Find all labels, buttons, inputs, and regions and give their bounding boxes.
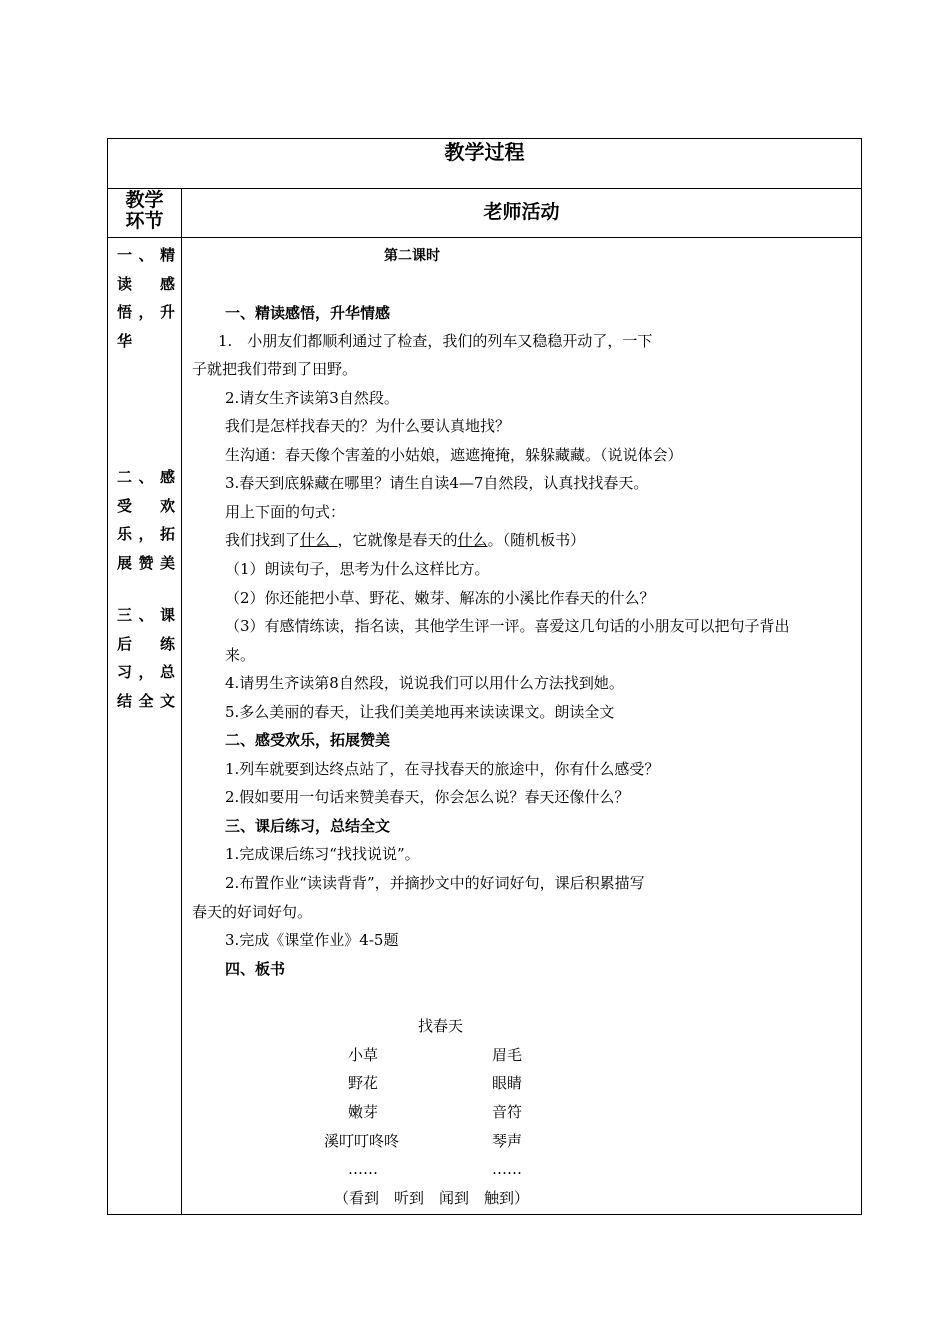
s1-sub3-line1: （3）有感情练读，指名读，其他学生评一评。喜爱这几句话的小朋友可以把句子背出 — [225, 617, 790, 635]
s1-sub3-line2: 来。 — [225, 646, 256, 664]
s3-item2-line2: 春天的好词好句。 — [192, 903, 313, 921]
section-1-heading: 一、精读感悟，升华情感 — [225, 304, 391, 322]
board-senses: （看到 听到 闻到 触到） — [334, 1189, 530, 1207]
s1-item3: 3.春天到底躲藏在哪里？请生自读4—7自然段，认真找找春天。 — [225, 474, 649, 492]
board-right-item: 琴声 — [492, 1132, 523, 1150]
stage-2-line: 受 欢 — [117, 496, 175, 515]
s1-sub2: （2）你还能把小草、野花、嫩芽、解冻的小溪比作春天的什么？ — [225, 589, 655, 607]
pattern-text: 。（随机板书） — [487, 531, 586, 549]
pattern-text: 我们找到了 — [225, 531, 301, 549]
s2-item1: 1.列车就要到达终点站了，在寻找春天的旅途中，你有什么感受？ — [225, 760, 660, 778]
board-right-item: 眉毛 — [492, 1046, 523, 1064]
lesson-title: 第二课时 — [384, 248, 440, 264]
stage-3-line: 后 练 — [117, 634, 175, 653]
s1-sub1: （1）朗读句子，思考为什么这样比方。 — [225, 560, 490, 578]
s3-item3: 3.完成《课堂作业》4-5题 — [225, 931, 399, 949]
row-divider — [108, 237, 861, 238]
stage-2-line: 展赞美 — [117, 553, 175, 572]
column-header-stage-line1: 教学 — [125, 189, 164, 211]
s1-sentence-pattern — [225, 530, 585, 550]
stage-1-line: 悟，升 — [117, 303, 175, 321]
board-right-item: 音符 — [492, 1103, 523, 1121]
stage-1-line: 一、精 — [117, 246, 175, 264]
column-divider — [181, 188, 182, 1214]
s1-item1-line2: 子就把我们带到了田野。 — [192, 360, 358, 378]
board-left-item: …… — [348, 1160, 378, 1178]
stage-2-line: 乐，拓 — [117, 525, 175, 543]
stage-3-line: 三、课 — [117, 606, 175, 624]
board-left-item: 嫩芽 — [348, 1103, 379, 1121]
section-4-heading: 四、板书 — [225, 960, 286, 978]
stage-2-label — [117, 463, 175, 577]
board-right-item: 眼睛 — [492, 1074, 523, 1092]
s1-item5: 5.多么美丽的春天，让我们美美地再来读读课文。朗读全文 — [225, 703, 615, 721]
column-header-stage — [108, 188, 181, 237]
s1-communication: 生沟通：春天像个害羞的小姑娘，遮遮掩掩，躲躲藏藏。（说说体会） — [225, 446, 683, 464]
lesson-plan-table — [107, 138, 862, 1215]
board-left-item: 溪叮叮咚咚 — [324, 1132, 400, 1150]
stage-3-line: 习，总 — [117, 663, 175, 681]
stage-1-line: 华 — [117, 331, 133, 350]
stage-1-line: 读 感 — [117, 274, 175, 293]
s1-pattern-intro: 用上下面的句式： — [225, 503, 346, 521]
stage-3-label — [117, 601, 175, 715]
pattern-blank-1: 什么 — [300, 531, 331, 549]
s1-item1-line1: 1. 小朋友们都顺利通过了检查，我们的列车又稳稳开动了，一下 — [218, 332, 653, 350]
board-left-item: 小草 — [348, 1046, 379, 1064]
table-title: 教学过程 — [444, 140, 525, 164]
s1-item4: 4.请男生齐读第8自然段，说说我们可以用什么方法找到她。 — [225, 674, 624, 692]
pattern-text: ，它就像是春天的 — [337, 531, 458, 549]
pattern-blank-2: 什么 — [457, 531, 488, 549]
s1-item2: 2.请女生齐读第3自然段。 — [225, 389, 399, 407]
board-title: 找春天 — [418, 1017, 464, 1035]
column-header-stage-line2: 环节 — [125, 210, 164, 232]
stage-2-line: 二、感 — [117, 468, 175, 486]
column-header-teacher: 老师活动 — [483, 201, 560, 223]
s3-item2-line1: 2.布置作业“读读背背”，并摘抄文中的好词好句，课后积累描写 — [225, 874, 645, 892]
s2-item2: 2.假如要用一句话来赞美春天，你会怎么说？春天还像什么？ — [225, 788, 630, 806]
stage-3-line: 结全文 — [117, 691, 175, 710]
stage-1-label — [117, 241, 175, 355]
board-left-item: 野花 — [348, 1074, 379, 1092]
board-right-item: …… — [492, 1160, 522, 1178]
s1-question: 我们是怎样找春天的？为什么要认真地找？ — [225, 417, 511, 435]
section-2-heading: 二、感受欢乐，拓展赞美 — [225, 731, 391, 749]
s3-item1: 1.完成课后练习“找找说说”。 — [225, 845, 420, 863]
section-3-heading: 三、课后练习，总结全文 — [225, 817, 391, 835]
